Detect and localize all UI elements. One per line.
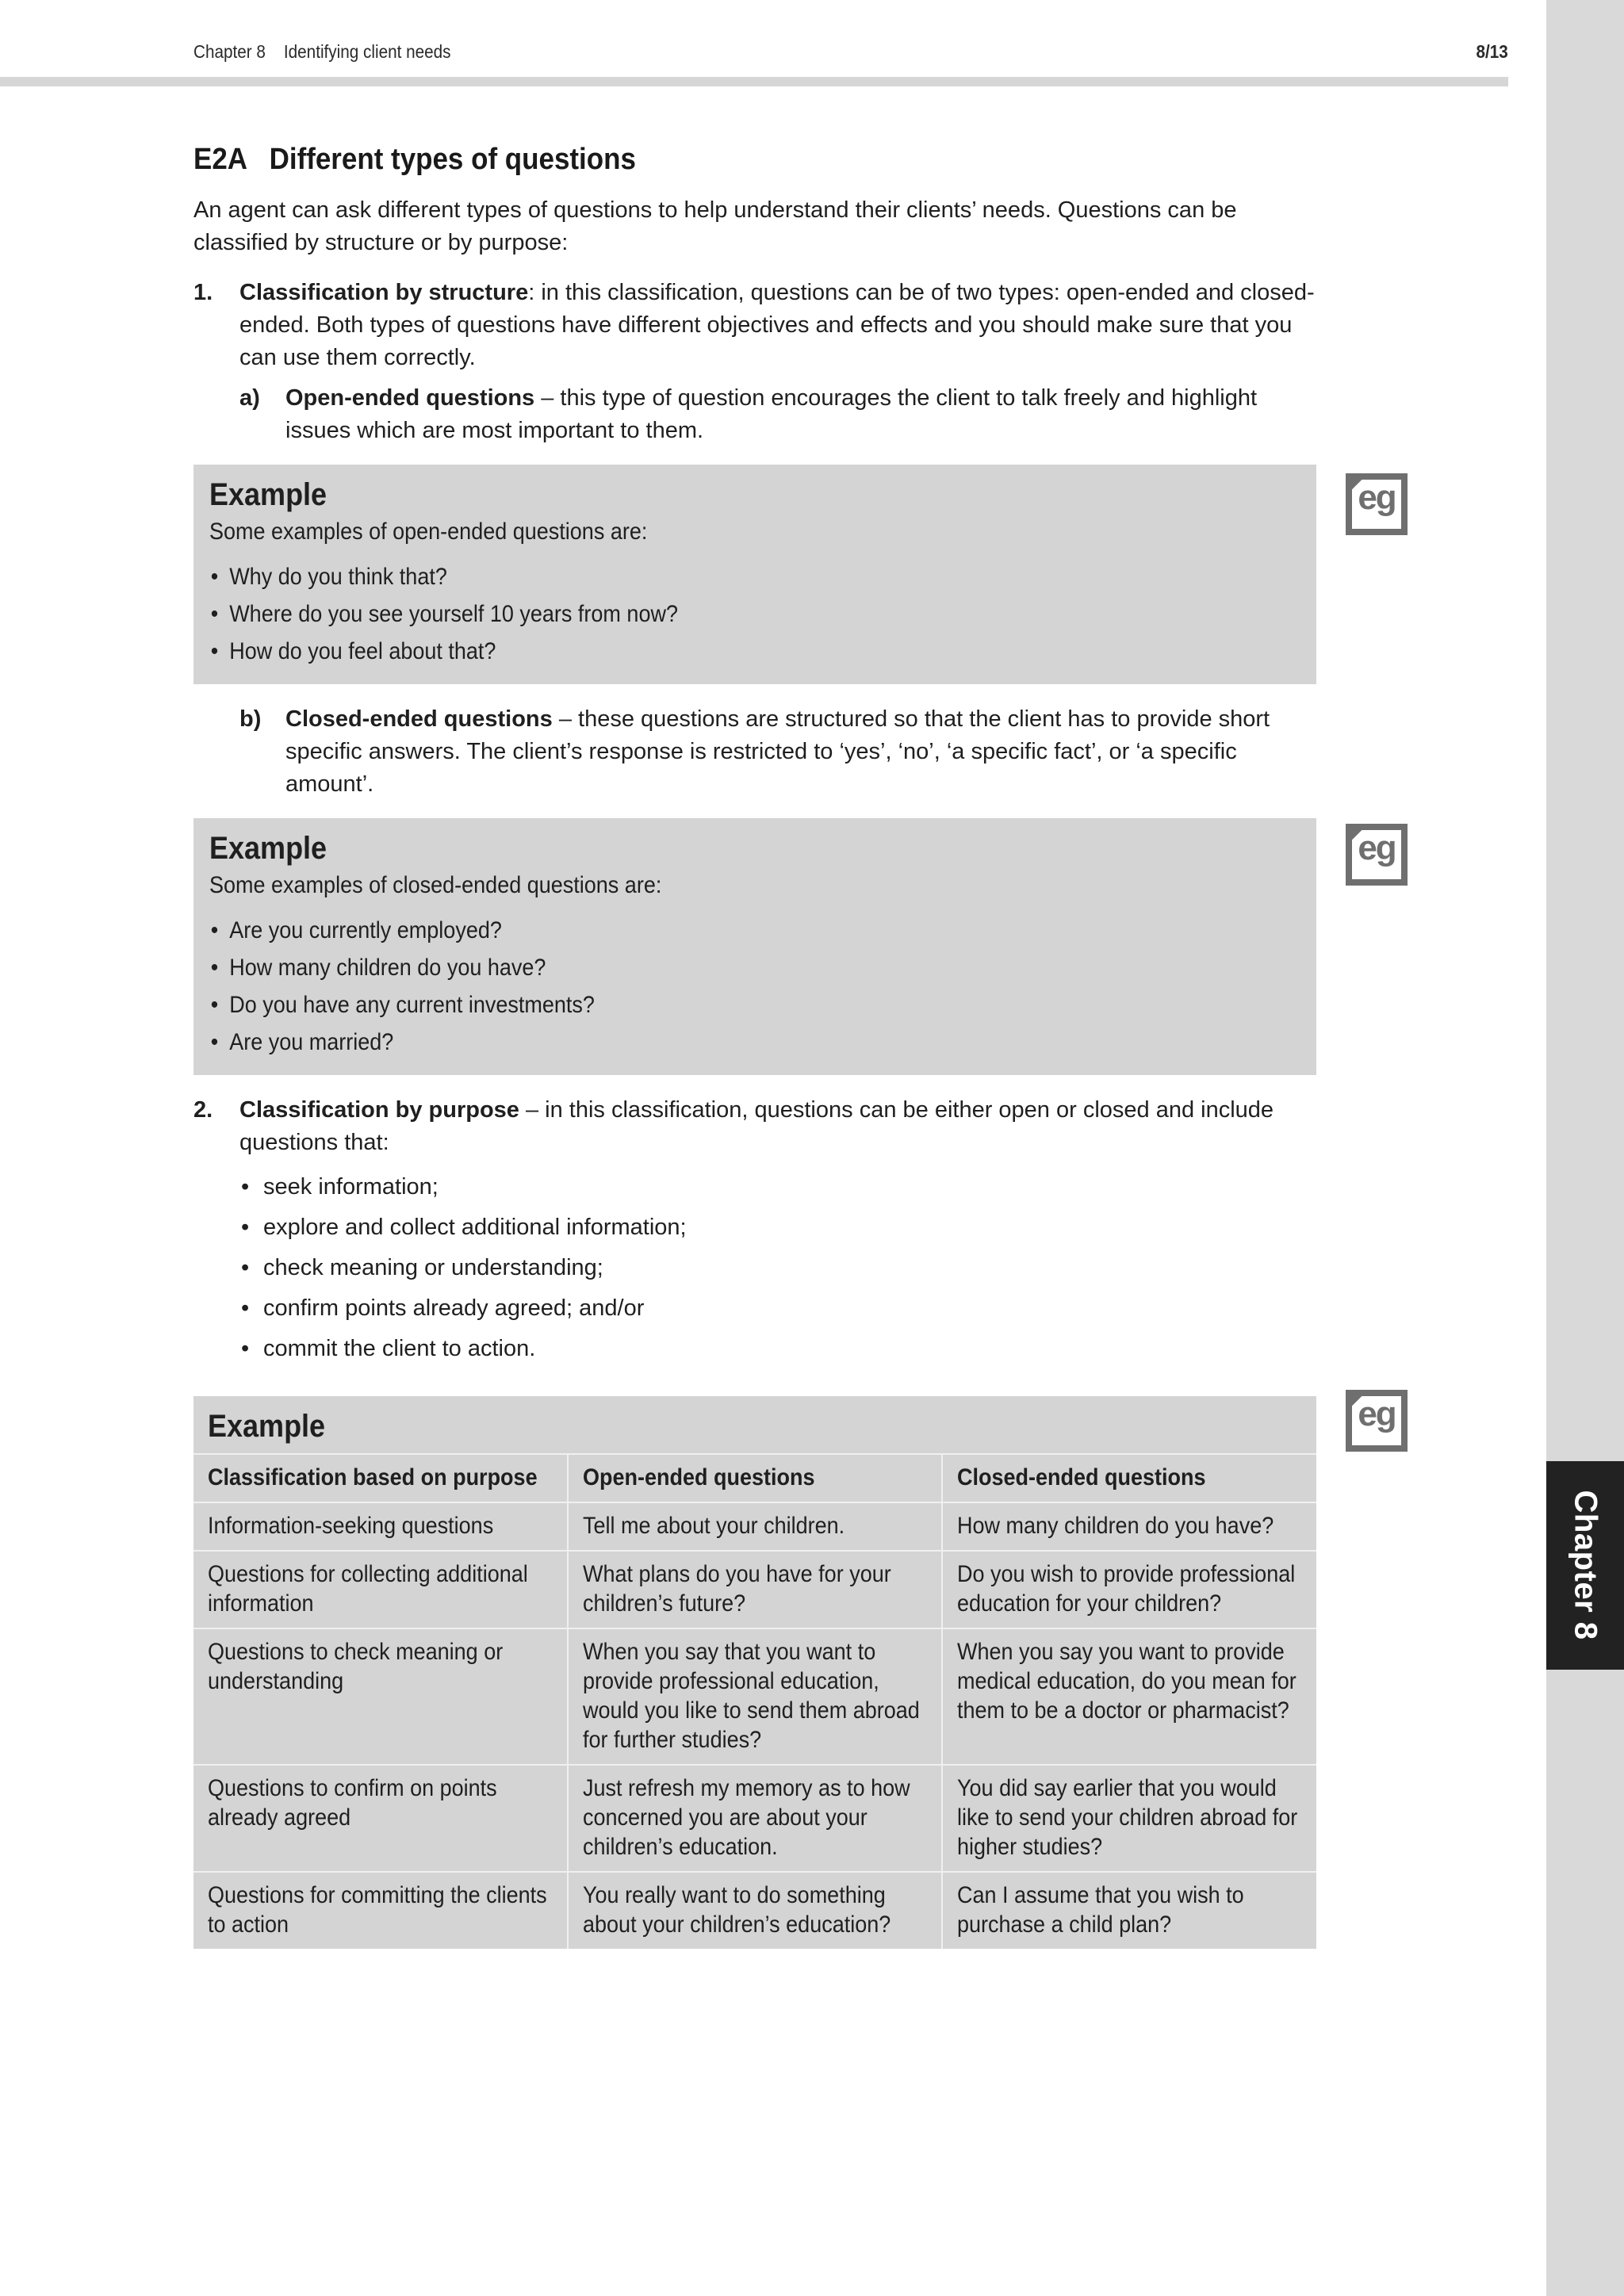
table-row bbox=[193, 1551, 1316, 1628]
table-cell: Information-seeking questions bbox=[193, 1502, 568, 1551]
example-table-box bbox=[193, 1396, 1316, 1949]
list-item: • confirm points already agreed; and/or bbox=[239, 1288, 1316, 1329]
table-row bbox=[193, 1628, 1316, 1765]
sub-item-open bbox=[239, 382, 1316, 447]
table-row bbox=[193, 1872, 1316, 1949]
table-cell: Just refresh my memory as to how concerned you are about your children’s education. bbox=[568, 1765, 942, 1872]
list-item: • seek information; bbox=[239, 1167, 1316, 1207]
page-content bbox=[193, 143, 1316, 1949]
table-header-row bbox=[193, 1454, 1316, 1502]
example-intro: Some examples of open-ended questions are: bbox=[209, 519, 648, 545]
table-cell: You did say earlier that you would like to send your children abroad for higher studies? bbox=[942, 1765, 1316, 1872]
list-item: • Are you currently employed? bbox=[209, 912, 1191, 949]
table-cell: When you say you want to provide medical education, do you mean for them to be a doctor or pharmacist? bbox=[942, 1628, 1316, 1765]
table-cell: When you say that you want to provide professional education, would you like to send them abroad for further studies? bbox=[568, 1628, 942, 1765]
example-box-closed bbox=[193, 818, 1316, 1075]
example-title: Example bbox=[209, 831, 327, 866]
example-title: Example bbox=[209, 477, 327, 512]
sub-lead: Closed-ended questions bbox=[285, 706, 553, 732]
sub-item-closed bbox=[193, 703, 1316, 801]
list-item: • Why do you think that? bbox=[209, 558, 1191, 595]
table-header: Open-ended questions bbox=[568, 1454, 942, 1502]
example-intro: Some examples of closed-ended questions are: bbox=[209, 872, 662, 898]
page-number: 8/13 bbox=[1476, 41, 1508, 62]
item-lead: Classification by purpose bbox=[239, 1097, 519, 1123]
list-item: • How many children do you have? bbox=[209, 949, 1191, 986]
list-item: • Where do you see yourself 10 years from now? bbox=[209, 595, 1191, 633]
table-cell: Do you wish to provide professional education for your children? bbox=[942, 1551, 1316, 1628]
table-cell: Questions for committing the clients to action bbox=[193, 1872, 568, 1949]
sub-text: – this type of question encourages the client to talk freely and highlight issues which are most important to them. bbox=[285, 385, 1258, 443]
side-band bbox=[1546, 0, 1624, 2296]
purpose-table bbox=[193, 1453, 1316, 1949]
table-row bbox=[193, 1765, 1316, 1872]
table-cell: Can I assume that you wish to purchase a child plan? bbox=[942, 1872, 1316, 1949]
example-icon: eg bbox=[1346, 824, 1408, 886]
table-cell: You really want to do something about your children’s education? bbox=[568, 1872, 942, 1949]
example-box-open bbox=[193, 465, 1316, 684]
table-cell: Tell me about your children. bbox=[568, 1502, 942, 1551]
purpose-list bbox=[239, 1167, 1316, 1369]
table-cell: What plans do you have for your children’s future? bbox=[568, 1551, 942, 1628]
list-marker: 1. bbox=[193, 280, 213, 305]
example-icon: eg bbox=[1346, 473, 1408, 535]
sub-text: – these questions are structured so that the client has to provide short specific answers. The client’s response is restricted to ‘yes’, ‘no’, ‘a specific fact’, or ‘a specific amount’. bbox=[285, 706, 1270, 797]
item-text: – in this classification, questions can be either open or closed and include questions that: bbox=[239, 1097, 1274, 1155]
section-title-text: Different types of questions bbox=[269, 143, 636, 176]
example-list bbox=[209, 912, 1300, 1061]
section-code: E2A bbox=[193, 143, 248, 176]
example-icon: eg bbox=[1346, 1390, 1408, 1452]
table-cell: How many children do you have? bbox=[942, 1502, 1316, 1551]
running-header-chapter: Chapter 8 Identifying client needs bbox=[193, 41, 451, 62]
running-header bbox=[193, 41, 1508, 70]
table-row bbox=[193, 1502, 1316, 1551]
list-item: • Are you married? bbox=[209, 1024, 1191, 1061]
example-list bbox=[209, 558, 1300, 670]
section-title bbox=[193, 143, 1227, 177]
sub-lead: Open-ended questions bbox=[285, 385, 535, 411]
item-text: : in this classification, questions can be of two types: open-ended and closed-ended. Both types of questions have different objectives and effects and you should make sure that you can use them correctly. bbox=[239, 280, 1315, 370]
sub-marker: b) bbox=[239, 706, 262, 732]
table-cell: Questions to confirm on points already agreed bbox=[193, 1765, 568, 1872]
list-item: • explore and collect additional information; bbox=[239, 1207, 1316, 1248]
list-item-purpose bbox=[193, 1094, 1316, 1369]
example-title: Example bbox=[208, 1409, 326, 1444]
list-marker: 2. bbox=[193, 1097, 213, 1123]
chapter-tab-label: Chapter 8 bbox=[1568, 1490, 1603, 1640]
list-item-structure bbox=[193, 277, 1316, 447]
list-item: • check meaning or understanding; bbox=[239, 1248, 1316, 1288]
sub-marker: a) bbox=[239, 385, 260, 411]
table-header: Closed-ended questions bbox=[942, 1454, 1316, 1502]
table-cell: Questions to check meaning or understanding bbox=[193, 1628, 568, 1765]
table-header: Classification based on purpose bbox=[193, 1454, 568, 1502]
item-lead: Classification by structure bbox=[239, 280, 529, 305]
chapter-tab bbox=[1546, 1461, 1624, 1670]
header-rule bbox=[0, 77, 1508, 86]
list-item: • How do you feel about that? bbox=[209, 633, 1191, 670]
intro-paragraph: An agent can ask different types of questions to help understand their clients’ needs. Questions can be classified by structure or by purpose: bbox=[193, 197, 1237, 255]
table-cell: Questions for collecting additional information bbox=[193, 1551, 568, 1628]
list-item: • commit the client to action. bbox=[239, 1329, 1316, 1369]
list-item: • Do you have any current investments? bbox=[209, 986, 1191, 1024]
